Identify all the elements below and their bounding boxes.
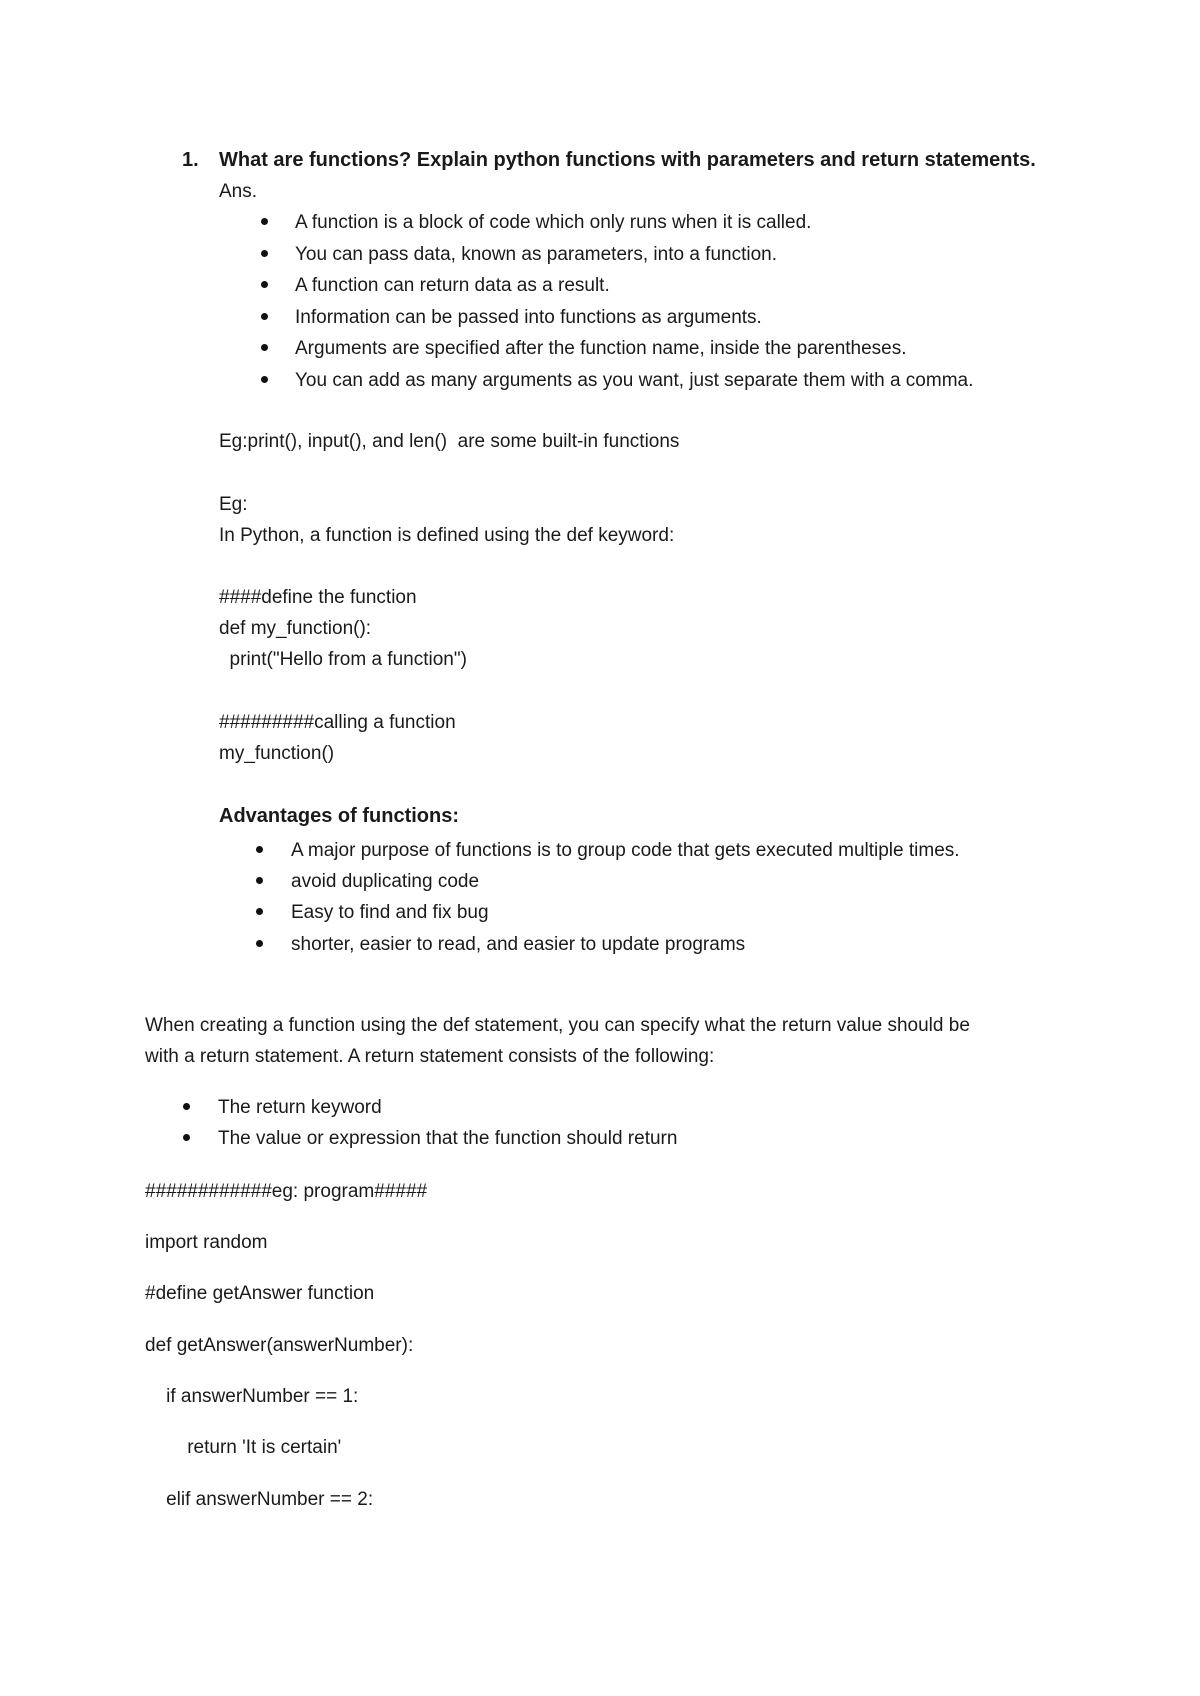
return-bullet: The value or expression that the function should return: [218, 1128, 678, 1149]
bullet-dot: [261, 313, 268, 320]
code-line: print("Hello from a function"): [219, 649, 467, 670]
bullet-dot: [256, 877, 263, 884]
ans-label: Ans.: [219, 181, 258, 202]
return-paragraph-line: with a return statement. A return statement consists of the following:: [145, 1046, 715, 1067]
bullet-dot: [256, 846, 263, 853]
bullet-dot: [261, 250, 268, 257]
code-line: #########calling a function: [219, 712, 456, 733]
advantage-item: shorter, easier to read, and easier to update programs: [291, 934, 746, 955]
advantage-item: A major purpose of functions is to group code that gets executed multiple times.: [291, 840, 960, 861]
advantages-heading: Advantages of functions:: [219, 805, 460, 827]
program-line: #define getAnswer function: [145, 1283, 375, 1304]
program-line: import random: [145, 1232, 268, 1253]
def-intro: In Python, a function is defined using the def keyword:: [219, 525, 675, 546]
program-line: def getAnswer(answerNumber):: [145, 1335, 414, 1356]
return-bullet: The return keyword: [218, 1097, 382, 1118]
bullet-dot: [256, 908, 263, 915]
code-line: ####define the function: [219, 587, 417, 608]
intro-bullet: Information can be passed into functions as arguments.: [295, 307, 762, 328]
intro-bullet: You can pass data, known as parameters, into a function.: [295, 244, 777, 265]
intro-bullet: You can add as many arguments as you want, just separate them with a comma.: [295, 370, 974, 391]
advantage-item: avoid duplicating code: [291, 871, 480, 892]
intro-bullet: A function can return data as a result.: [295, 275, 610, 296]
bullet-dot: [261, 376, 268, 383]
advantage-item: Easy to find and fix bug: [291, 902, 489, 923]
code-line: my_function(): [219, 743, 335, 764]
program-line: return 'It is certain': [145, 1437, 342, 1458]
intro-bullet: A function is a block of code which only runs when it is called.: [295, 212, 812, 233]
bullet-dot: [261, 218, 268, 225]
program-line: ############eg: program#####: [145, 1181, 428, 1202]
bullet-dot: [183, 1103, 190, 1110]
bullet-dot: [256, 940, 263, 947]
intro-bullet: Arguments are specified after the function name, inside the parentheses.: [295, 338, 907, 359]
code-line: def my_function():: [219, 618, 372, 639]
program-line: elif answerNumber == 2:: [145, 1489, 374, 1510]
eg-label: Eg:: [219, 494, 248, 515]
return-paragraph-line: When creating a function using the def statement, you can specify what the return value should be: [145, 1015, 970, 1036]
bullet-dot: [261, 344, 268, 351]
program-line: if answerNumber == 1:: [145, 1386, 359, 1407]
question-title: What are functions? Explain python functions with parameters and return statements.: [219, 149, 1036, 171]
builtin-example: Eg:print(), input(), and len() are some built-in functions: [219, 431, 680, 452]
bullet-dot: [261, 281, 268, 288]
bullet-dot: [183, 1134, 190, 1141]
question-number: 1.: [182, 149, 199, 171]
